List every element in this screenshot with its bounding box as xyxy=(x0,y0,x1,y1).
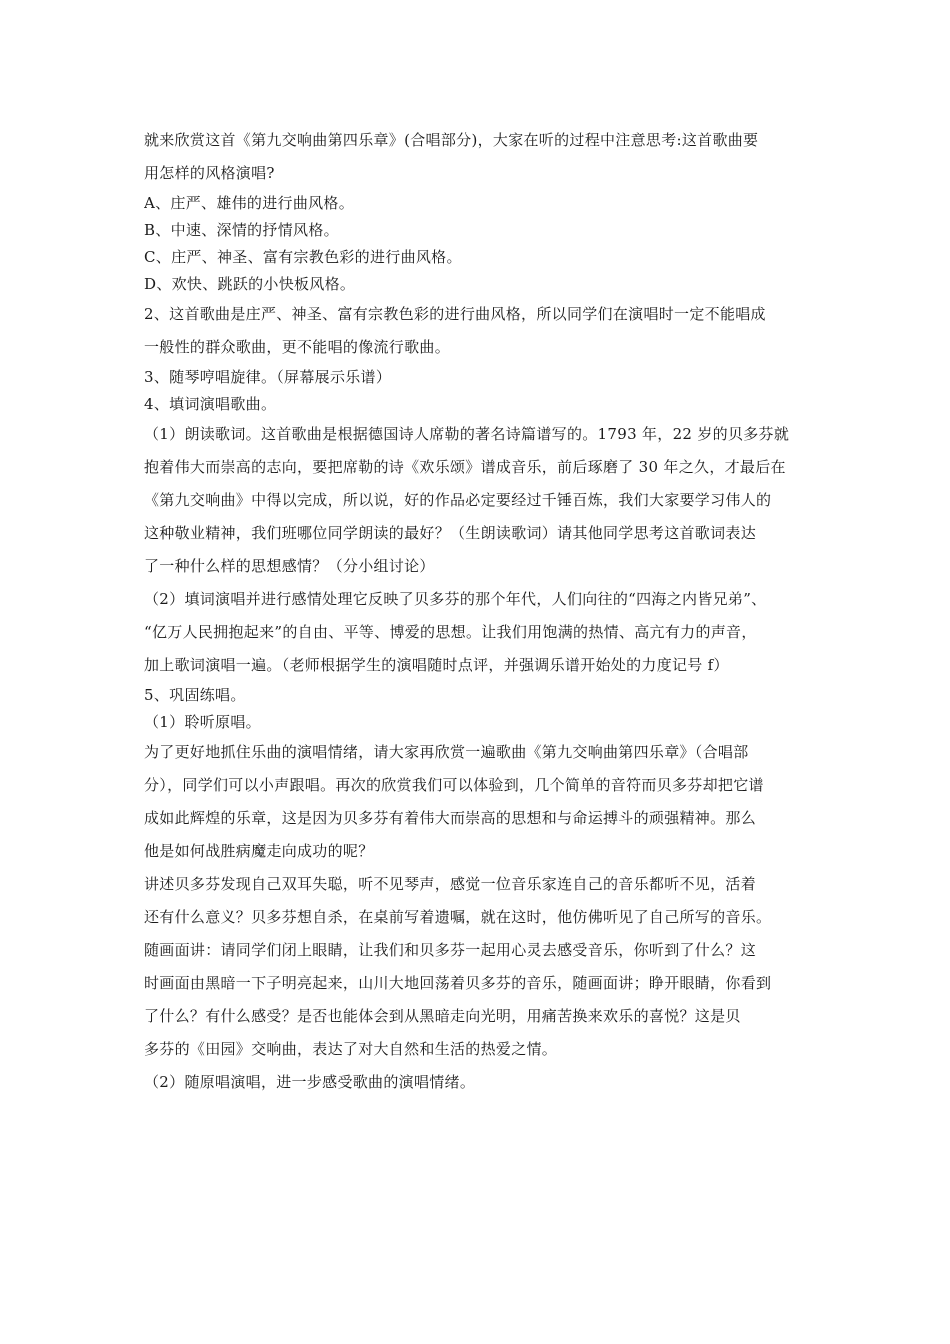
text-line: 时画面由黑暗一下子明亮起来，山川大地回荡着贝多芬的音乐，随画面讲；睁开眼睛，你看到 xyxy=(144,974,772,992)
text-line: 讲述贝多芬发现自己双耳失聪，听不见琴声，感觉一位音乐家连自己的音乐都听不见，活着 xyxy=(144,875,757,893)
text-line: 2、这首歌曲是庄严、神圣、富有宗教色彩的进行曲风格，所以同学们在演唱时一定不能唱成 xyxy=(144,305,766,323)
text-line: 就来欣赏这首《第九交响曲第四乐章》(合唱部分)，大家在听的过程中注意思考:这首歌曲要 xyxy=(144,131,759,149)
option-line: D、欢快、跳跃的小快板风格。 xyxy=(144,275,356,293)
text-line: 了一种什么样的思想感情？（分小组讨论） xyxy=(144,557,435,575)
sub-step-heading: （2）随原唱演唱，进一步感受歌曲的演唱情绪。 xyxy=(144,1073,476,1091)
text-line: 抱着伟大而崇高的志向，要把席勒的诗《欢乐颂》谱成音乐，前后琢磨了 30 年之久，才最后在 xyxy=(144,458,786,476)
text-line: 了什么？有什么感受？是否也能体会到从黑暗走向光明，用痛苦换来欢乐的喜悦？这是贝 xyxy=(144,1007,741,1025)
text-line: 随画面讲：请同学们闭上眼睛，让我们和贝多芬一起用心灵去感受音乐，你听到了什么？这 xyxy=(144,941,757,959)
text-line: 加上歌词演唱一遍。（老师根据学生的演唱随时点评，并强调乐谱开始处的力度记号 f） xyxy=(144,656,729,674)
text-line: 《第九交响曲》中得以完成，所以说，好的作品必定要经过千锤百炼，我们大家要学习伟人的 xyxy=(144,491,772,509)
text-line: 这种敬业精神，我们班哪位同学朗读的最好？（生朗读歌词）请其他同学思考这首歌词表达 xyxy=(144,524,757,542)
text-line: （1）朗读歌词。这首歌曲是根据德国诗人席勒的著名诗篇谱写的。1793 年，22 岁的贝多芬就 xyxy=(144,425,790,443)
text-line: 分），同学们可以小声跟唱。再次的欣赏我们可以体验到，几个简单的音符而贝多芬却把它谱 xyxy=(144,776,764,794)
option-line: A、庄严、雄伟的进行曲风格。 xyxy=(144,194,355,212)
text-line: 为了更好地抓住乐曲的演唱情绪，请大家再欣赏一遍歌曲《第九交响曲第四乐章》（合唱部 xyxy=(144,743,749,761)
text-line: 他是如何战胜病魔走向成功的呢？ xyxy=(144,842,374,860)
text-line: 一般性的群众歌曲，更不能唱的像流行歌曲。 xyxy=(144,338,451,356)
text-line: （2）填词演唱并进行感情处理它反映了贝多芬的那个年代，人们向往的“四海之内皆兄弟”、 xyxy=(144,590,767,608)
text-line: 还有什么意义？贝多芬想自杀，在桌前写着遗嘱，就在这时，他仿佛听见了自己所写的音乐。 xyxy=(144,908,772,926)
sub-step-heading: （1）聆听原唱。 xyxy=(144,713,261,731)
step-heading: 4、填词演唱歌曲。 xyxy=(144,395,277,413)
text-line: “亿万人民拥抱起来”的自由、平等、博爱的思想。让我们用饱满的热情、高亢有力的声音， xyxy=(144,623,757,641)
option-line: C、庄严、神圣、富有宗教色彩的进行曲风格。 xyxy=(144,248,462,266)
step-heading: 3、随琴哼唱旋律。（屏幕展示乐谱） xyxy=(144,368,392,386)
document-body xyxy=(144,124,824,1099)
step-heading: 5、巩固练唱。 xyxy=(144,686,246,704)
text-line: 成如此辉煌的乐章，这是因为贝多芬有着伟大而崇高的思想和与命运搏斗的顽强精神。那么 xyxy=(144,809,757,827)
text-line: 用怎样的风格演唱? xyxy=(144,164,275,182)
text-line: 多芬的《田园》交响曲，表达了对大自然和生活的热爱之情。 xyxy=(144,1040,558,1058)
option-line: B、中速、深情的抒情风格。 xyxy=(144,221,339,239)
